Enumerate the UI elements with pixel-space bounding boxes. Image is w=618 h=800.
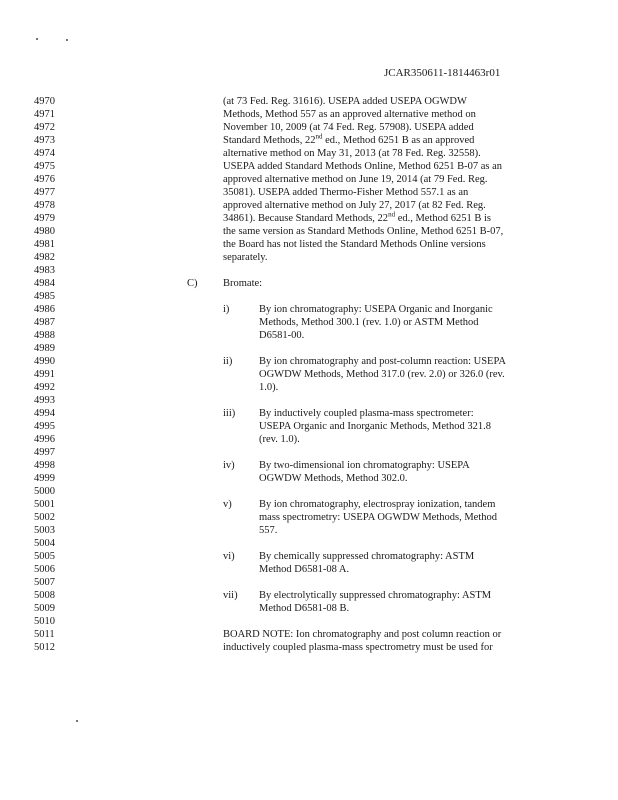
item-text: mass spectrometry: USEPA OGWDW Methods, Method bbox=[259, 512, 497, 523]
line-number: 5005 bbox=[34, 551, 55, 562]
text-line: separately. bbox=[223, 252, 268, 263]
line-number: 4995 bbox=[34, 421, 55, 432]
line-number: 5012 bbox=[34, 642, 55, 653]
item-label: ii) bbox=[223, 356, 233, 367]
item-label: vi) bbox=[223, 551, 235, 562]
text-line: the Board has not listed the Standard Methods Online versions bbox=[223, 239, 486, 250]
line-number: 4989 bbox=[34, 343, 55, 354]
item-text: By ion chromatography, electrospray ionization, tandem bbox=[259, 499, 496, 510]
item-label: iv) bbox=[223, 460, 235, 471]
item-text: Method D6581-08 A. bbox=[259, 564, 350, 575]
line-number: 4978 bbox=[34, 200, 55, 211]
item-label: v) bbox=[223, 499, 232, 510]
line-number: 5002 bbox=[34, 512, 55, 523]
item-label: i) bbox=[223, 304, 230, 315]
item-text: 1.0). bbox=[259, 382, 279, 393]
line-number: 4973 bbox=[34, 135, 55, 146]
item-text: By electrolytically suppressed chromatography: ASTM bbox=[259, 590, 492, 601]
line-number: 4992 bbox=[34, 382, 55, 393]
text-line: approved alternative method on July 27, 2017 (at 82 Fed. Reg. bbox=[223, 200, 486, 211]
text-line: 34861). Because Standard Methods, 22nd ed., Method 6251 B is bbox=[223, 210, 492, 224]
line-number: 4972 bbox=[34, 122, 55, 133]
line-number: 4980 bbox=[34, 226, 55, 237]
line-number: 4970 bbox=[34, 96, 55, 107]
item-text: (rev. 1.0). bbox=[259, 434, 300, 445]
line-number: 4982 bbox=[34, 252, 55, 263]
line-number: 4998 bbox=[34, 460, 55, 471]
line-number: 5003 bbox=[34, 525, 55, 536]
item-text: 557. bbox=[259, 525, 278, 536]
item-label: iii) bbox=[223, 408, 236, 419]
item-text: By chemically suppressed chromatography: ASTM bbox=[259, 551, 475, 562]
line-number: 5010 bbox=[34, 616, 55, 627]
line-number: 5004 bbox=[34, 538, 55, 549]
line-number: 5006 bbox=[34, 564, 55, 575]
text-line: BOARD NOTE: Ion chromatography and post column reaction or bbox=[223, 629, 502, 640]
line-number: 4988 bbox=[34, 330, 55, 341]
line-number: 4976 bbox=[34, 174, 55, 185]
text-line: the same version as Standard Methods Online, Method 6251 B-07, bbox=[223, 226, 504, 237]
line-number: 5011 bbox=[34, 629, 55, 640]
line-number: 4987 bbox=[34, 317, 55, 328]
line-number: 5007 bbox=[34, 577, 55, 588]
line-number: 4971 bbox=[34, 109, 55, 120]
document-id: JCAR350611-1814463r01 bbox=[384, 67, 501, 79]
line-number: 4975 bbox=[34, 161, 55, 172]
item-text: By ion chromatography and post-column reaction: USEPA bbox=[259, 356, 506, 367]
text-line: USEPA added Standard Methods Online, Method 6251 B-07 as an bbox=[223, 161, 503, 172]
line-number: 4983 bbox=[34, 265, 55, 276]
text-line: 35081). USEPA added Thermo-Fisher Method 557.1 as an bbox=[223, 187, 469, 198]
text-line: Methods, Method 557 as an approved alternative method on bbox=[223, 109, 476, 120]
line-number: 4986 bbox=[34, 304, 55, 315]
item-text: OGWDW Methods, Method 302.0. bbox=[259, 473, 408, 484]
line-number: 4990 bbox=[34, 356, 55, 367]
line-number: 4977 bbox=[34, 187, 55, 198]
item-text: By ion chromatography: USEPA Organic and Inorganic bbox=[259, 304, 493, 315]
scan-speck bbox=[76, 720, 78, 722]
text-line: alternative method on May 31, 2013 (at 78 Fed. Reg. 32558). bbox=[223, 148, 481, 159]
line-number: 5001 bbox=[34, 499, 55, 510]
line-number: 4981 bbox=[34, 239, 55, 250]
line-number: 5000 bbox=[34, 486, 55, 497]
text-line: Standard Methods, 22nd ed., Method 6251 B as an approved bbox=[223, 132, 475, 146]
line-number: 4991 bbox=[34, 369, 55, 380]
line-number: 4996 bbox=[34, 434, 55, 445]
line-number: 4993 bbox=[34, 395, 55, 406]
item-text: OGWDW Methods, Method 317.0 (rev. 2.0) or 326.0 (rev. bbox=[259, 369, 505, 380]
text-line: November 10, 2009 (at 74 Fed. Reg. 57908). USEPA added bbox=[223, 122, 474, 133]
item-text: Method D6581-08 B. bbox=[259, 603, 350, 614]
item-text: D6581-00. bbox=[259, 330, 305, 341]
text-line: (at 73 Fed. Reg. 31616). USEPA added USEPA OGWDW bbox=[223, 96, 467, 107]
line-number: 4999 bbox=[34, 473, 55, 484]
line-number: 4997 bbox=[34, 447, 55, 458]
line-number: 5008 bbox=[34, 590, 55, 601]
item-text: USEPA Organic and Inorganic Methods, Method 321.8 bbox=[259, 421, 491, 432]
section-title: Bromate: bbox=[223, 278, 263, 289]
scan-speck bbox=[66, 39, 68, 41]
text-line: inductively coupled plasma-mass spectrometry must be used for bbox=[223, 642, 493, 653]
line-number: 5009 bbox=[34, 603, 55, 614]
scan-speck bbox=[36, 38, 38, 40]
text-line: approved alternative method on June 19, 2014 (at 79 Fed. Reg. bbox=[223, 174, 488, 185]
line-number: 4994 bbox=[34, 408, 55, 419]
section-label: C) bbox=[187, 278, 198, 289]
line-number: 4985 bbox=[34, 291, 55, 302]
item-label: vii) bbox=[223, 590, 238, 601]
item-text: Methods, Method 300.1 (rev. 1.0) or ASTM Method bbox=[259, 317, 479, 328]
line-number: 4974 bbox=[34, 148, 55, 159]
item-text: By inductively coupled plasma-mass spectrometer: bbox=[259, 408, 474, 419]
line-number: 4979 bbox=[34, 213, 55, 224]
item-text: By two-dimensional ion chromatography: USEPA bbox=[259, 460, 470, 471]
line-number: 4984 bbox=[34, 278, 55, 289]
